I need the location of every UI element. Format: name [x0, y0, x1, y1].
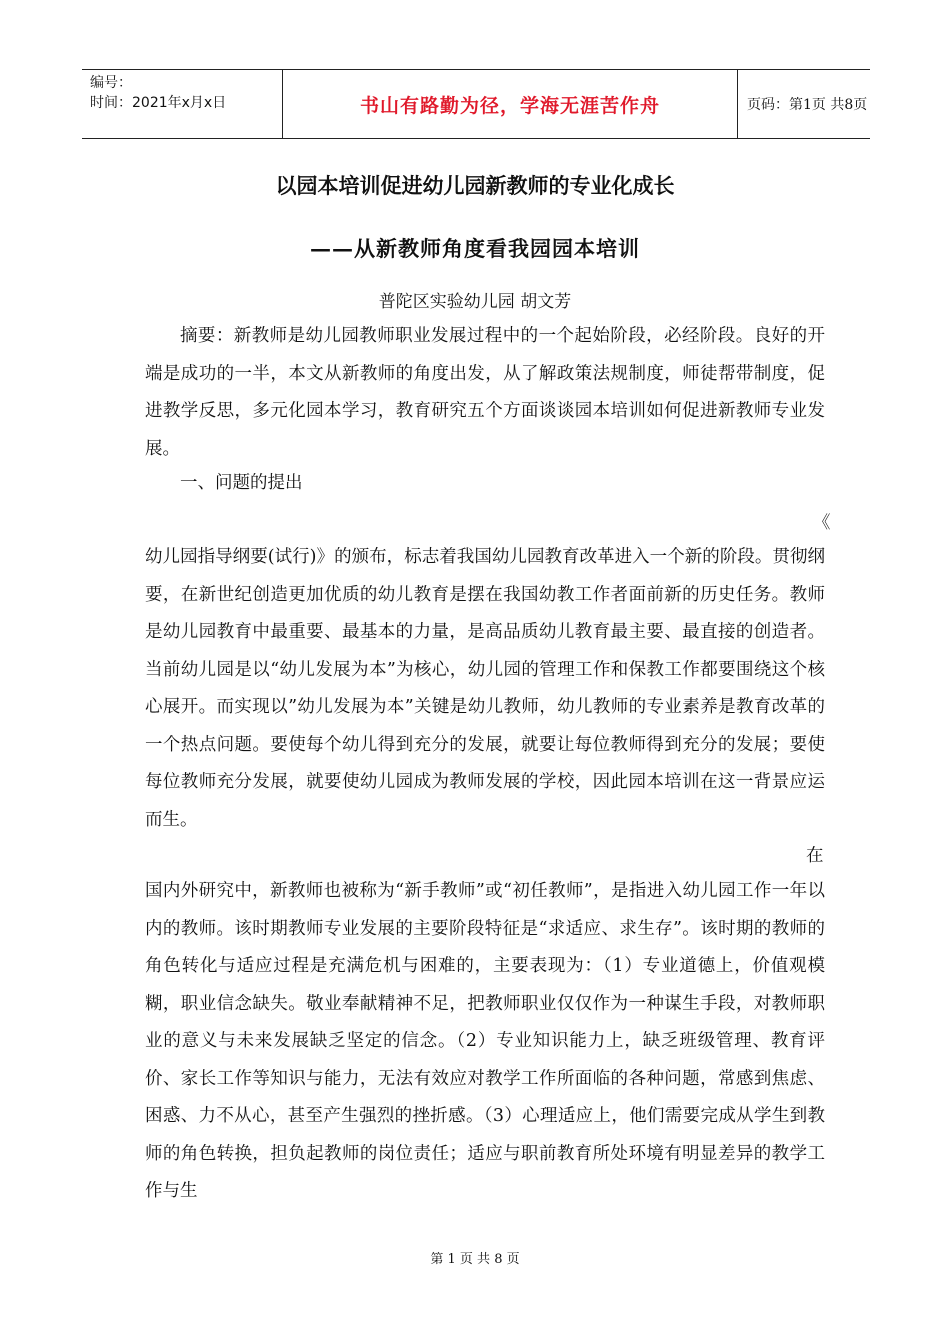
document-title: 以园本培训促进幼儿园新教师的专业化成长	[275, 173, 675, 198]
paragraph-2-lead: 在	[806, 846, 824, 866]
number-label: 编号：	[90, 75, 132, 91]
document-subtitle: ——从新教师角度看我园园本培训	[310, 236, 640, 261]
time-label: 时间：2021年x月x日	[90, 95, 227, 111]
header-meta-cell	[82, 70, 282, 138]
page-footer: 第 1 页 共 8 页	[430, 1252, 520, 1267]
paragraph-1: 幼儿园指导纲要(试行)》的颁布，标志着我国幼儿园教育改革进入一个新的阶段。贯彻纲要，在新世纪创造更加优质的幼儿教育是摆在我国幼教工作者面前新的历史任务。教师是幼儿园教育中最重要、最基本的力量，是高品质幼儿教育最主要、最直接的创造者。当前幼儿园是以“幼儿发展为本”为核心，幼儿园的管理工作和保教工作都要围绕这个核心展开。而实现以”幼儿发展为本”关键是幼儿教师，幼儿教师的专业素养是教育改革的一个热点问题。要使每个幼儿得到充分的发展，就要让每位教师得到充分的发展；要使每位教师充分发展，就要使幼儿园成为教师发展的学校，因此园本培训在这一背景应运而生。	[145, 547, 825, 830]
motto-text: 书山有路勤为径，学海无涯苦作舟	[359, 95, 660, 117]
paragraph-1-lead: 《	[813, 513, 831, 533]
abstract-paragraph: 摘要：新教师是幼儿园教师职业发展过程中的一个起始阶段，必经阶段。良好的开端是成功的一半，本文从新教师的角度出发，从了解政策法规制度，师徒帮带制度，促进教学反思，多元化园本学习，教育研究五个方面谈谈园本培训如何促进新教师专业发展。	[145, 326, 825, 459]
page-info: 页码：第1页 共8页	[747, 97, 868, 113]
header-motto-cell	[282, 70, 738, 138]
header-page-cell	[737, 70, 870, 138]
paragraph-2: 国内外研究中，新教师也被称为“新手教师”或“初任教师”，是指进入幼儿园工作一年以内的教师。该时期教师专业发展的主要阶段特征是“求适应、求生存”。该时期的教师的角色转化与适应过程是充满危机与困难的，主要表现为：（1）专业道德上，价值观模糊，职业信念缺失。敬业奉献精神不足，把教师职业仅仅作为一种谋生手段，对教师职业的意义与未来发展缺乏坚定的信念。（2）专业知识能力上，缺乏班级管理、教育评价、家长工作等知识与能力，无法有效应对教学工作所面临的各种问题，常感到焦虑、困惑、力不从心，甚至产生强烈的挫折感。（3）心理适应上，他们需要完成从学生到教师的角色转换，担负起教师的岗位责任；适应与职前教育所处环境有明显差异的教学工作与生	[145, 881, 825, 1201]
document-header	[82, 69, 870, 139]
section-heading: 一、问题的提出	[180, 473, 303, 493]
author-line: 普陀区实验幼儿园 胡文芳	[378, 292, 572, 312]
